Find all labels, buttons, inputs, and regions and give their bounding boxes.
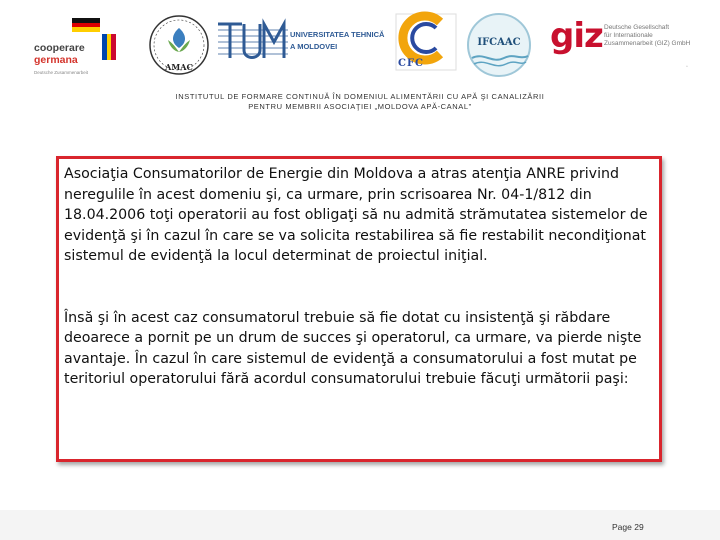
cfc-label: CFC — [398, 58, 425, 69]
ifcaac-label: IFCAAC — [477, 37, 521, 48]
germany-flag-icon — [72, 18, 100, 32]
institute-line1: INSTITUTUL DE FORMARE CONTINUĂ ÎN DOMENIUL ALIMENTĂRII CU APĂ ŞI CANALIZĂRII — [175, 92, 545, 101]
utm-label-line2: A MOLDOVEI — [290, 42, 338, 51]
giz-logo — [548, 16, 698, 76]
corner-mark: ▫ — [686, 64, 688, 70]
giz-wordmark: giz — [550, 16, 603, 56]
cooperare-germana-logo — [20, 14, 120, 78]
institute-header — [0, 92, 720, 112]
germana-label: germana — [34, 54, 78, 66]
utm-label-line1: UNIVERSITATEA TEHNICĂ — [290, 30, 385, 39]
amac-label: AMAC — [165, 62, 193, 72]
cooperare-sub-label: Deutsche Zusammenarbeit — [34, 70, 89, 75]
logo-bar — [0, 0, 720, 82]
paragraph-1: Asociaţia Consumatorilor de Energie din Moldova a atras atenţia ANRE privind neregulile în acest domeniu şi, ca urmare, prin scrisoarea Nr. 04-1/812 din 18.04.2006 toţi operatorii au fost obligaţi să nu admită strămutatea sistemelor de evidenţă şi în cazul în care se va solicita restabilirea să fie restabilit necondiţionat sistemul de evidenţă la locul determinat de proiectul iniţial. — [64, 166, 648, 264]
cooperare-label: cooperare — [34, 42, 85, 54]
paragraph-2: Însă şi în acest caz consumatorul trebuie să fie dotat cu insistenţă şi răbdare deoarece a pornit pe un drum de succes şi operatorul, ca urmare, va pierde nişte avantaje. În cazul în care sistemul de evidenţă a consumatorului a fost mutat pe teritoriul operatorului fără acordul consumatorului trebuie făcuţi următorii paşi: — [64, 309, 642, 387]
page-number: Page 29 — [612, 522, 644, 532]
content-box — [56, 156, 662, 462]
giz-sub-label: Deutsche Gesellschaft für Internationale Zusammenarbeit (GIZ) GmbH — [604, 24, 691, 47]
moldova-flag-icon — [102, 34, 116, 60]
utm-logo — [216, 16, 386, 68]
utm-emblem-icon — [216, 16, 290, 64]
amac-logo — [146, 14, 212, 76]
ifcaac-logo — [466, 12, 532, 78]
cfc-logo — [392, 10, 462, 74]
institute-line2: PENTRU MEMBRII ASOCIAŢIEI „MOLDOVA APĂ-CANAL” — [248, 102, 472, 111]
